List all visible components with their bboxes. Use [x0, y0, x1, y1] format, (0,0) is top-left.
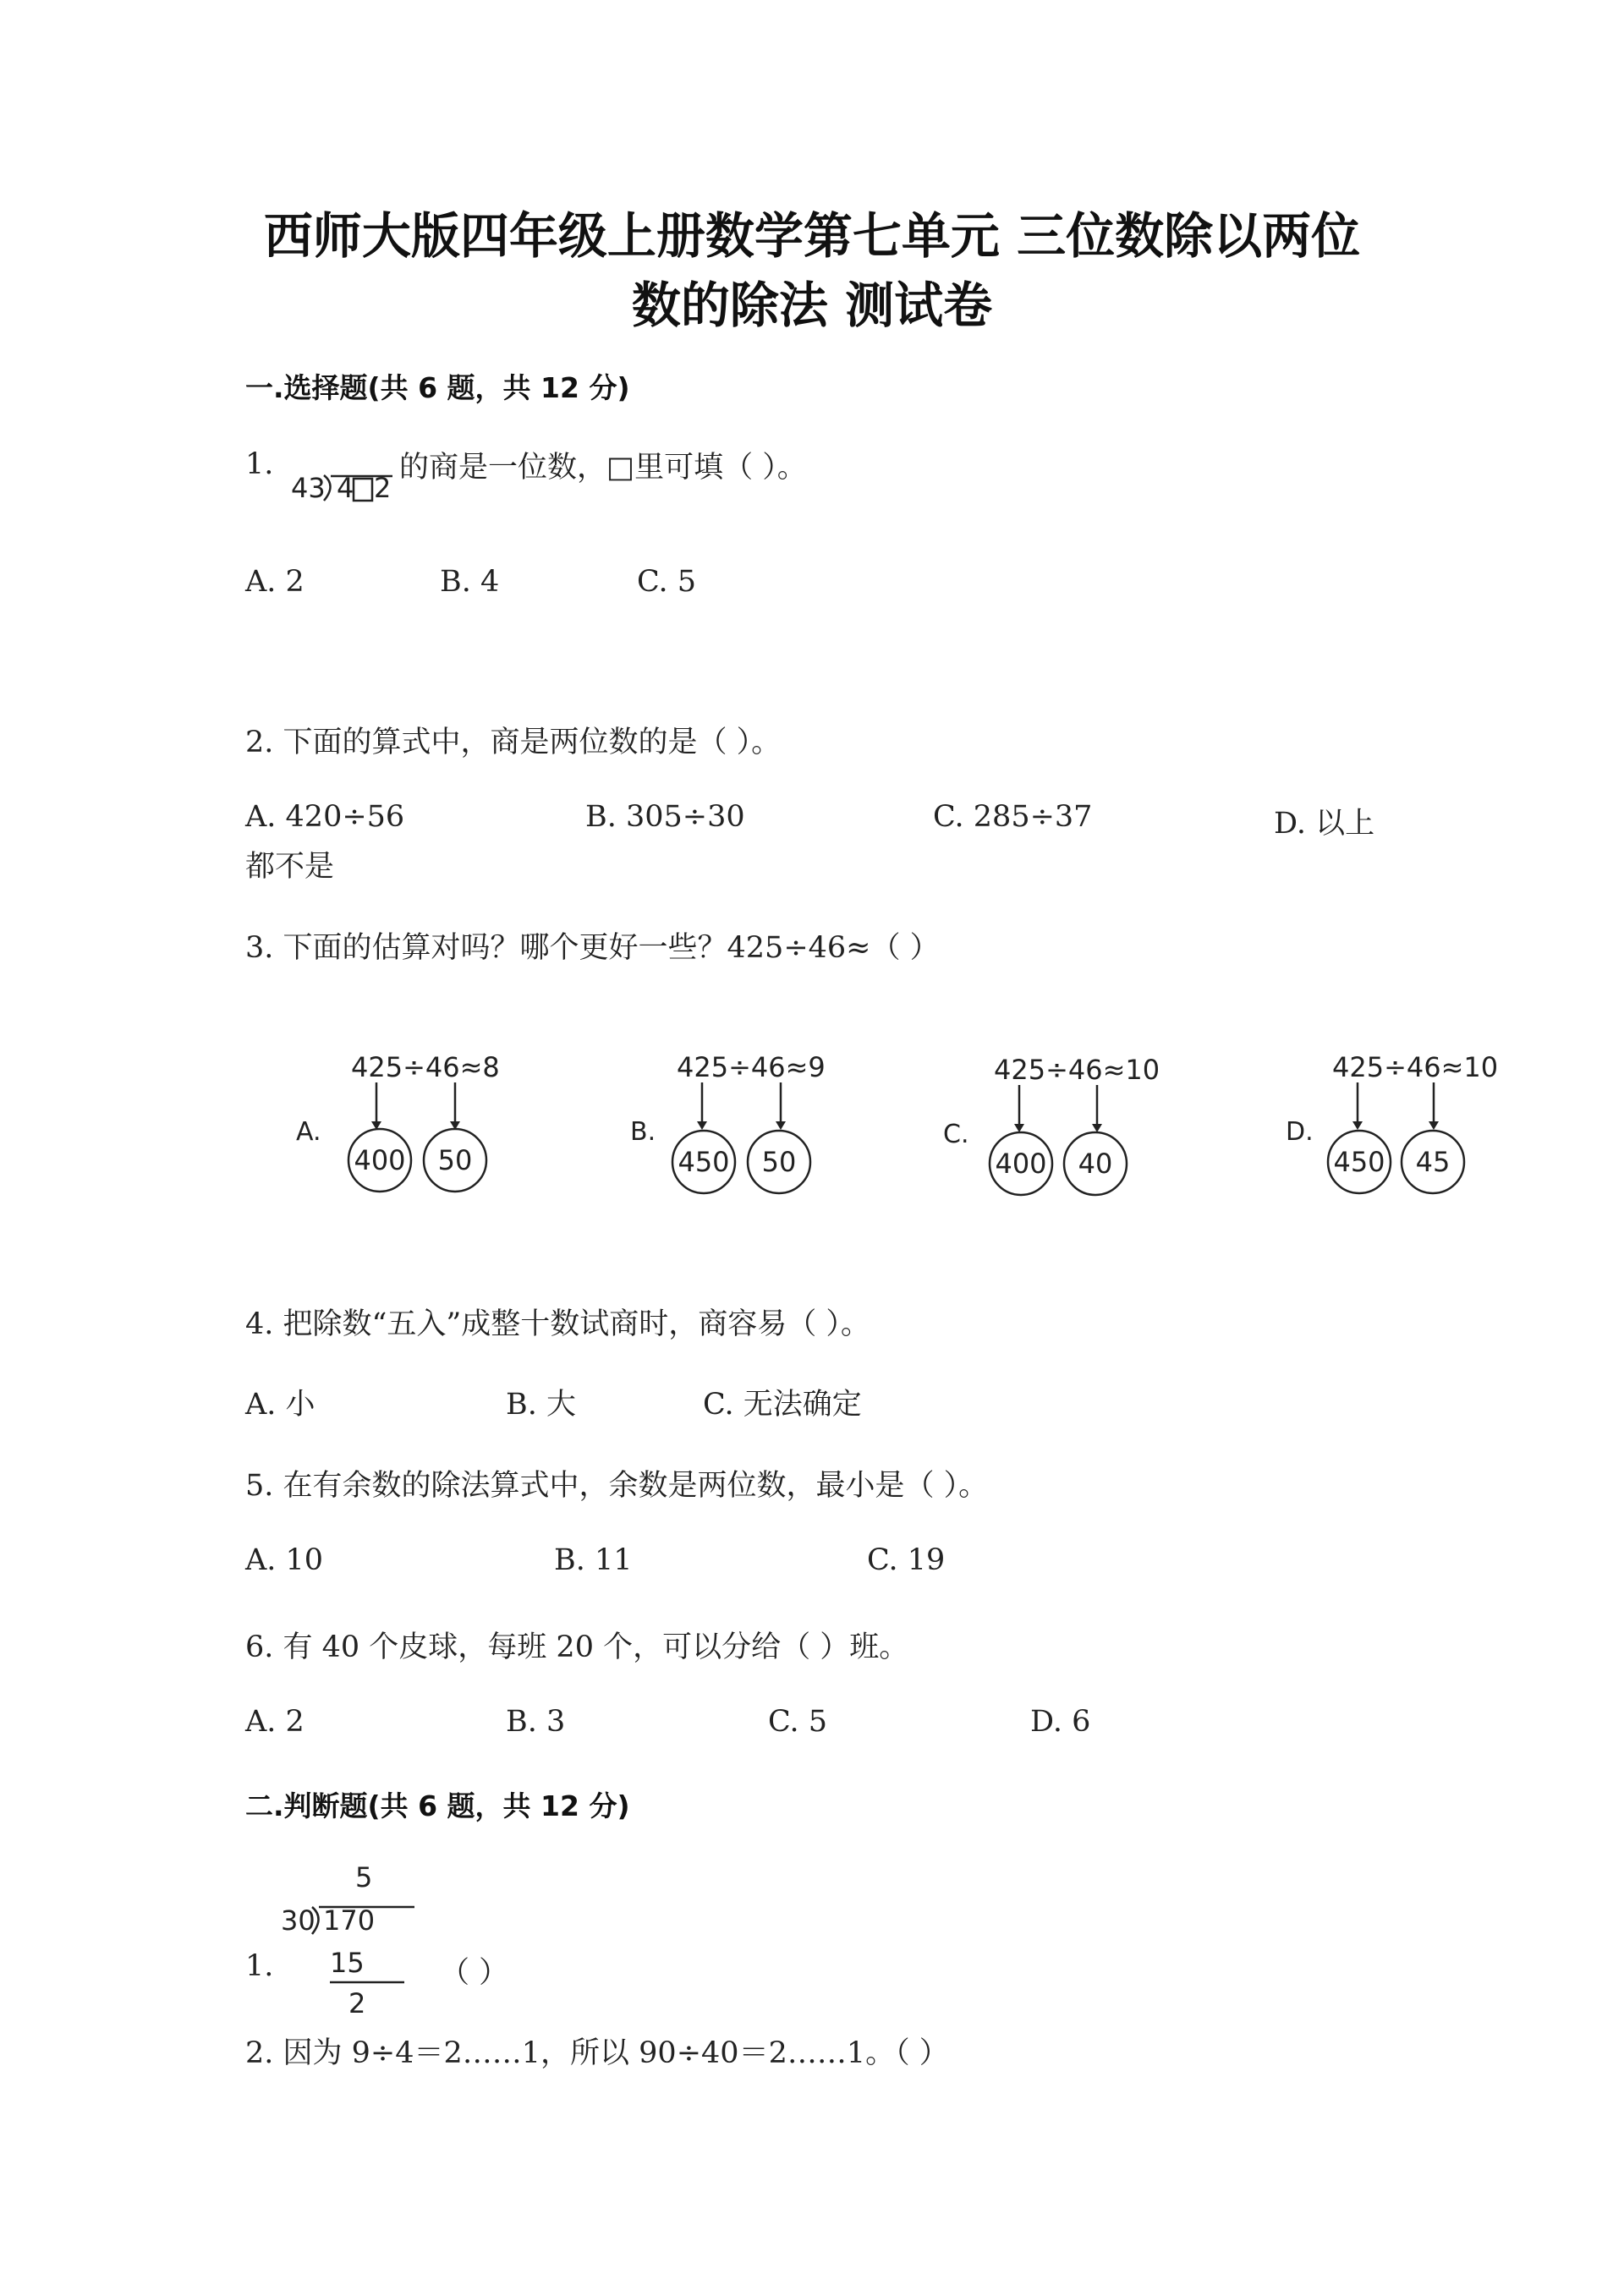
estimation-figure-c[interactable] [943, 1047, 1188, 1199]
page-title-line-1: 西师大版四年级上册数学第七单元 三位数除以两位 [263, 207, 1361, 265]
figure-b-right-number: 50 [761, 1146, 797, 1178]
question-1-text: 的商是一位数，□里可填（ ）。 [399, 451, 807, 485]
long-division-figure-judgment-1 [279, 1856, 423, 2017]
arrow-down-icon [776, 1121, 786, 1130]
figure-d-right-number: 45 [1415, 1146, 1451, 1178]
q5-option-b[interactable]: B. 11 [554, 1543, 633, 1577]
figure-c-expression: 425÷46≈10 [994, 1054, 1160, 1086]
long-division-figure-q1 [284, 431, 403, 507]
figure-c-label: C. [943, 1120, 969, 1149]
figure-a-left-number: 400 [354, 1144, 406, 1176]
judgment-1-number: 1. [245, 1949, 274, 1983]
page-title-line-2: 数的除法 测试卷 [631, 277, 993, 334]
arrow-down-icon [697, 1121, 707, 1130]
figure-c-right-number: 40 [1078, 1148, 1113, 1180]
q2-option-d[interactable]: D. 以上 [1274, 807, 1375, 841]
division-divisor: 30 [281, 1904, 315, 1937]
q1-option-b[interactable]: B. 4 [440, 565, 500, 599]
q4-option-a[interactable]: A. 小 [245, 1388, 315, 1422]
section-heading-choice: 一.选择题(共 6 题，共 12 分) [245, 371, 630, 404]
q4-option-c[interactable]: C. 无法确定 [703, 1388, 862, 1422]
q1-dividend-right: 2 [374, 472, 392, 504]
q1-option-c[interactable]: C. 5 [637, 565, 697, 599]
q5-option-a[interactable]: A. 10 [245, 1543, 324, 1577]
q6-option-c[interactable]: C. 5 [768, 1705, 828, 1739]
estimation-figure-d[interactable] [1286, 1044, 1531, 1197]
question-1-number: 1. [245, 447, 274, 481]
blank-box-icon [354, 479, 372, 501]
q2-option-b[interactable]: B. 305÷30 [585, 800, 745, 834]
judgment-1-answer-blank[interactable]: （ ） [440, 1956, 509, 1990]
q4-option-b[interactable]: B. 大 [506, 1388, 576, 1422]
question-2-text: 2. 下面的算式中，商是两位数的是（ ）。 [245, 726, 782, 759]
division-dividend: 170 [323, 1904, 376, 1937]
figure-d-expression: 425÷46≈10 [1332, 1051, 1499, 1083]
q1-divisor: 43 [291, 472, 326, 504]
arrow-down-icon [1352, 1121, 1363, 1130]
figure-a-expression: 425÷46≈8 [351, 1051, 500, 1083]
q6-option-d[interactable]: D. 6 [1030, 1705, 1091, 1739]
division-quotient: 5 [355, 1861, 373, 1893]
figure-a-right-number: 50 [437, 1144, 473, 1176]
division-remainder: 2 [348, 1987, 366, 2017]
q2-option-c[interactable]: C. 285÷37 [933, 800, 1093, 834]
section-heading-judgment: 二.判断题(共 6 题，共 12 分) [245, 1789, 630, 1822]
figure-b-expression: 425÷46≈9 [677, 1051, 826, 1083]
figure-d-left-number: 450 [1333, 1146, 1385, 1178]
figure-d-label: D. [1286, 1117, 1314, 1147]
arrow-down-icon [1429, 1121, 1439, 1130]
figure-c-left-number: 400 [995, 1148, 1047, 1180]
q1-option-a[interactable]: A. 2 [245, 565, 304, 599]
q2-option-a[interactable]: A. 420÷56 [245, 800, 405, 834]
q6-option-a[interactable]: A. 2 [245, 1705, 304, 1739]
question-6-text: 6. 有 40 个皮球，每班 20 个，可以分给（ ）班。 [245, 1630, 909, 1664]
figure-b-left-number: 450 [678, 1146, 730, 1178]
estimation-figure-a[interactable] [292, 1044, 537, 1197]
q5-option-c[interactable]: C. 19 [867, 1543, 946, 1577]
division-product: 15 [330, 1947, 365, 1979]
q2-option-d-continued: 都不是 [245, 850, 335, 884]
question-3-text: 3. 下面的估算对吗？哪个更好一些？425÷46≈（ ） [245, 931, 940, 965]
arrow-down-icon [1092, 1124, 1102, 1132]
estimation-figure-b[interactable] [630, 1044, 875, 1197]
q1-dividend-left: 4 [337, 472, 354, 504]
q6-option-b[interactable]: B. 3 [506, 1705, 566, 1739]
question-5-text: 5. 在有余数的除法算式中，余数是两位数，最小是（ ）。 [245, 1469, 989, 1503]
figure-b-label: B. [630, 1117, 656, 1147]
arrow-down-icon [1014, 1124, 1024, 1132]
judgment-2-text: 2. 因为 9÷4＝2……1，所以 90÷40＝2……1。（ ） [245, 2036, 949, 2070]
question-4-text: 4. 把除数“五入”成整十数试商时，商容易（ ）。 [245, 1307, 870, 1341]
figure-a-label: A. [296, 1117, 321, 1147]
